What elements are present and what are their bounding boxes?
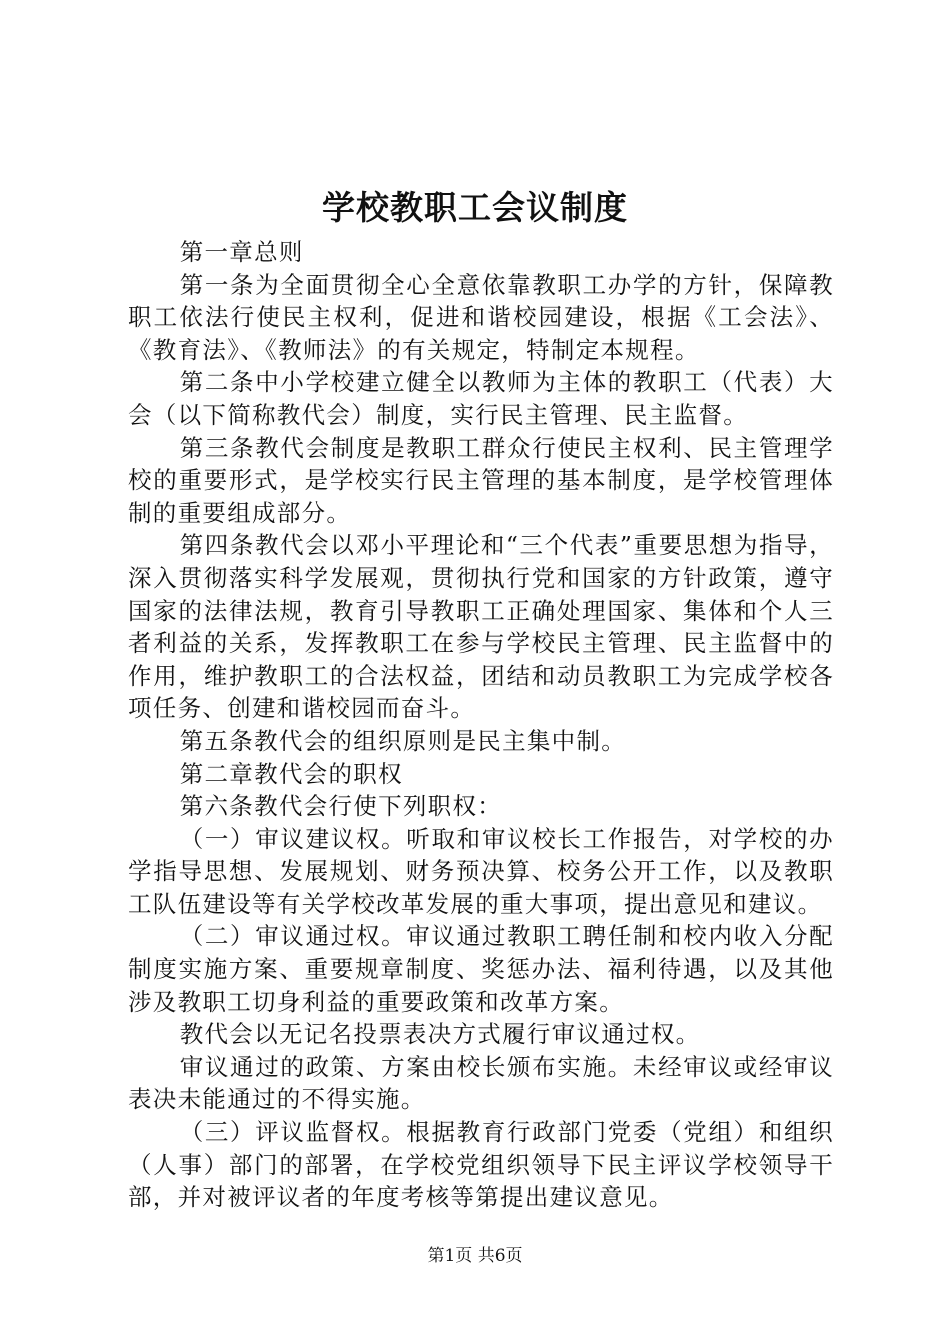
paragraph: （二）审议通过权。审议通过教职工聘任制和校内收入分配制度实施方案、重要规章制度、奖惩办法、福利待遇，以及其他涉及教职工切身利益的重要政策和改革方案。 [128,922,834,1016]
paragraph: 第四条教代会以邓小平理论和“三个代表”重要思想为指导，深入贯彻落实科学发展观，贯彻执行党和国家的方针政策，遵守国家的法律法规，教育引导教职工正确处理国家、集体和个人三者利益的关系，发挥教职工在参与学校民主管理、民主监督中的作用，维护教职工的合法权益，团结和动员教职工为完成学校各项任务、创建和谐校园而奋斗。 [128,531,834,723]
paragraph: 第三条教代会制度是教职工群众行使民主权利、民主管理学校的重要形式，是学校实行民主管理的基本制度，是学校管理体制的重要组成部分。 [128,433,834,527]
paragraph: 第五条教代会的组织原则是民主集中制。 [179,726,627,755]
paragraph: 第一条为全面贯彻全心全意依靠教职工办学的方针，保障教职工依法行使民主权利，促进和谐校园建设，根据《工会法》、《教育法》、《教师法》的有关规定，特制定本规程。 [128,270,834,364]
document-title: 学校教职工会议制度 [322,188,628,227]
paragraph: 教代会以无记名投票表决方式履行审议通过权。 [179,1020,701,1049]
page-number-footer: 第1页 共6页 [427,1246,523,1266]
paragraph: （一）审议建议权。听取和审议校长工作报告，对学校的办学指导思想、发展规划、财务预决算、校务公开工作，以及教职工队伍建设等有关学校改革发展的重大事项，提出意见和建议。 [128,824,834,918]
paragraph: 第六条教代会行使下列职权： [179,792,503,821]
document-body [128,236,834,1214]
paragraph: 审议通过的政策、方案由校长颁布实施。未经审议或经审议表决未能通过的不得实施。 [128,1052,834,1114]
paragraph: （三）评议监督权。根据教育行政部门党委（党组）和组织（人事）部门的部署，在学校党组织领导下民主评议学校领导干部，并对被评议者的年度考核等第提出建议意见。 [128,1118,834,1212]
chapter-heading: 第二章教代会的职权 [179,759,403,788]
paragraph: 第二条中小学校建立健全以教师为主体的教职工（代表）大会（以下简称教代会）制度，实行民主管理、民主监督。 [128,368,834,429]
chapter-heading: 第一章总则 [179,238,304,266]
